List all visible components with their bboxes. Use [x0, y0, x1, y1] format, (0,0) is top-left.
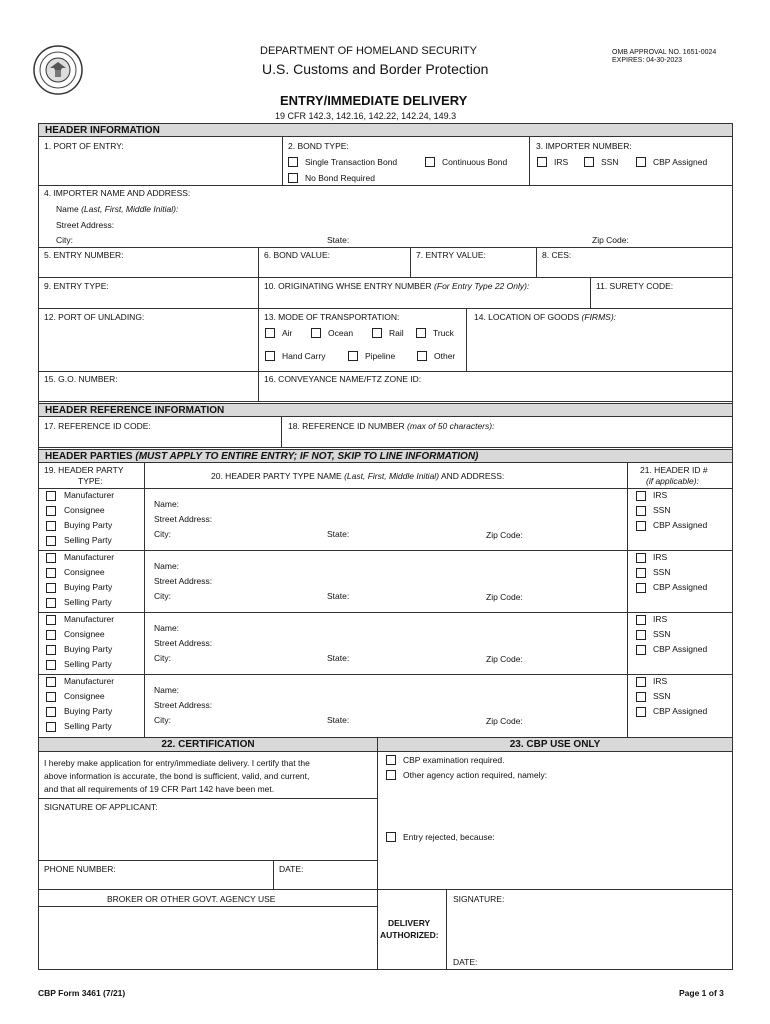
- importer-ssn-checkbox[interactable]: [584, 157, 594, 167]
- bond-continuous-checkbox[interactable]: [425, 157, 435, 167]
- party-id-label: IRS: [653, 490, 668, 500]
- importer-cbp-label: CBP Assigned: [653, 157, 708, 167]
- party-city-label: City:: [154, 653, 171, 663]
- party-id-label: CBP Assigned: [653, 706, 708, 716]
- party-id-label: SSN: [653, 567, 671, 577]
- mode-air-checkbox[interactable]: [265, 328, 275, 338]
- party-state-label: State:: [327, 653, 350, 663]
- parties-band: HEADER PARTIES (MUST APPLY TO ENTIRE ENTRY; IF NOT, SKIP TO LINE INFORMATION): [38, 449, 733, 463]
- reference-number-label: 18. REFERENCE ID NUMBER (max of 50 characters):: [288, 421, 495, 431]
- certification-band: 22. CERTIFICATION: [38, 737, 378, 752]
- mode-hand-checkbox[interactable]: [265, 351, 275, 361]
- party-name-label: Name:: [154, 499, 180, 509]
- mode-rail-checkbox[interactable]: [372, 328, 382, 338]
- dhs-seal-icon: [32, 44, 84, 96]
- entry-value-label: 7. ENTRY VALUE:: [416, 250, 486, 260]
- party-name-label: Name:: [154, 561, 180, 571]
- mode-pipeline-label: Pipeline: [365, 351, 396, 361]
- party-0-type-3-checkbox[interactable]: [46, 536, 56, 546]
- party-2-id-2-checkbox[interactable]: [636, 645, 646, 655]
- party-type-label: Manufacturer: [64, 490, 115, 500]
- party-1-type-2-checkbox[interactable]: [46, 583, 56, 593]
- party-type-label: Selling Party: [64, 535, 112, 545]
- party-name-label: Name:: [154, 685, 180, 695]
- party-1-id-2-checkbox[interactable]: [636, 583, 646, 593]
- other-agency-checkbox[interactable]: [386, 770, 396, 780]
- orig-whse-label: 10. ORIGINATING WHSE ENTRY NUMBER (For Entry Type 22 Only):: [264, 281, 530, 291]
- party-2-type-0-checkbox[interactable]: [46, 615, 56, 625]
- conveyance-label: 16. CONVEYANCE NAME/FTZ ZONE ID:: [264, 374, 422, 384]
- entry-rejected-label: Entry rejected, because:: [403, 832, 495, 842]
- mode-other-checkbox[interactable]: [417, 351, 427, 361]
- party-2-type-2-checkbox[interactable]: [46, 645, 56, 655]
- mode-truck-checkbox[interactable]: [416, 328, 426, 338]
- delivery-authorized-b: AUTHORIZED:: [380, 930, 439, 940]
- party-2-type-3-checkbox[interactable]: [46, 660, 56, 670]
- party-2-type-1-checkbox[interactable]: [46, 630, 56, 640]
- importer-irs-checkbox[interactable]: [537, 157, 547, 167]
- party-zip-label: Zip Code:: [486, 530, 523, 540]
- importer-ssn-label: SSN: [601, 157, 619, 167]
- col21-header-b: (if applicable):: [646, 476, 699, 486]
- col21-header-a: 21. HEADER ID #: [640, 465, 708, 475]
- party-id-label: SSN: [653, 629, 671, 639]
- mode-label: 13. MODE OF TRANSPORTATION:: [264, 312, 400, 322]
- party-1-id-1-checkbox[interactable]: [636, 568, 646, 578]
- importer-state-label: State:: [327, 235, 350, 245]
- form-title: ENTRY/IMMEDIATE DELIVERY: [280, 93, 468, 108]
- party-id-label: CBP Assigned: [653, 644, 708, 654]
- party-type-label: Selling Party: [64, 659, 112, 669]
- party-1-type-1-checkbox[interactable]: [46, 568, 56, 578]
- port-of-entry-label: 1. PORT OF ENTRY:: [44, 141, 124, 151]
- form-frame: [38, 123, 733, 970]
- broker-label: BROKER OR OTHER GOVT. AGENCY USE: [107, 894, 276, 904]
- party-0-id-2-checkbox[interactable]: [636, 521, 646, 531]
- importer-city-label: City:: [56, 235, 73, 245]
- cert-text-1: I hereby make application for entry/immediate delivery. I certify that the: [44, 758, 310, 768]
- cert-date-label: DATE:: [279, 864, 304, 874]
- agency: U.S. Customs and Border Protection: [262, 61, 489, 77]
- cbp-exam-checkbox[interactable]: [386, 755, 396, 765]
- party-type-label: Buying Party: [64, 706, 113, 716]
- party-3-type-0-checkbox[interactable]: [46, 677, 56, 687]
- other-agency-label: Other agency action required, namely:: [403, 770, 548, 780]
- reference-code-label: 17. REFERENCE ID CODE:: [44, 421, 151, 431]
- party-street-label: Street Address:: [154, 576, 213, 586]
- entry-number-label: 5. ENTRY NUMBER:: [44, 250, 124, 260]
- party-type-label: Selling Party: [64, 721, 112, 731]
- party-type-label: Consignee: [64, 505, 105, 515]
- party-0-type-1-checkbox[interactable]: [46, 506, 56, 516]
- party-3-type-2-checkbox[interactable]: [46, 707, 56, 717]
- department: DEPARTMENT OF HOMELAND SECURITY: [260, 45, 477, 57]
- bond-none-checkbox[interactable]: [288, 173, 298, 183]
- delivery-authorized-a: DELIVERY: [388, 918, 431, 928]
- party-zip-label: Zip Code:: [486, 592, 523, 602]
- importer-irs-label: IRS: [554, 157, 569, 167]
- phone-number-label: PHONE NUMBER:: [44, 864, 116, 874]
- party-type-label: Consignee: [64, 567, 105, 577]
- party-type-label: Manufacturer: [64, 614, 115, 624]
- party-street-label: Street Address:: [154, 514, 213, 524]
- importer-name-label: 4. IMPORTER NAME AND ADDRESS:: [44, 188, 191, 198]
- bond-value-label: 6. BOND VALUE:: [264, 250, 330, 260]
- party-id-label: IRS: [653, 614, 668, 624]
- importer-street-label: Street Address:: [56, 220, 115, 230]
- party-id-label: SSN: [653, 691, 671, 701]
- party-id-label: CBP Assigned: [653, 520, 708, 530]
- cbp-use-band: 23. CBP USE ONLY: [377, 737, 733, 752]
- party-1-type-3-checkbox[interactable]: [46, 598, 56, 608]
- party-zip-label: Zip Code:: [486, 654, 523, 664]
- entry-type-label: 9. ENTRY TYPE:: [44, 281, 109, 291]
- party-3-id-0-checkbox[interactable]: [636, 677, 646, 687]
- party-city-label: City:: [154, 591, 171, 601]
- importer-zip-label: Zip Code:: [592, 235, 629, 245]
- mode-other-label: Other: [434, 351, 456, 361]
- party-street-label: Street Address:: [154, 700, 213, 710]
- party-1-id-0-checkbox[interactable]: [636, 553, 646, 563]
- party-zip-label: Zip Code:: [486, 716, 523, 726]
- party-0-id-1-checkbox[interactable]: [636, 506, 646, 516]
- party-2-id-1-checkbox[interactable]: [636, 630, 646, 640]
- col20-header: 20. HEADER PARTY TYPE NAME (Last, First, Middle Initial) AND ADDRESS:: [211, 471, 505, 481]
- party-0-type-2-checkbox[interactable]: [46, 521, 56, 531]
- party-state-label: State:: [327, 715, 350, 725]
- cert-text-2: above information is accurate, the bond is sufficient, valid, and current,: [44, 771, 310, 781]
- mode-ocean-checkbox[interactable]: [311, 328, 321, 338]
- party-type-label: Selling Party: [64, 597, 112, 607]
- col19-header-a: 19. HEADER PARTY: [44, 465, 124, 475]
- form-number: CBP Form 3461 (7/21): [38, 988, 126, 998]
- party-type-label: Buying Party: [64, 644, 113, 654]
- cfr-reference: 19 CFR 142.3, 142.16, 142.22, 142.24, 149.3: [275, 111, 457, 121]
- party-1-type-0-checkbox[interactable]: [46, 553, 56, 563]
- location-goods-label: 14. LOCATION OF GOODS (FIRMS):: [474, 312, 617, 322]
- party-3-type-3-checkbox[interactable]: [46, 722, 56, 732]
- party-id-label: IRS: [653, 552, 668, 562]
- party-2-id-0-checkbox[interactable]: [636, 615, 646, 625]
- cbp-signature-label: SIGNATURE:: [453, 894, 505, 904]
- party-id-label: SSN: [653, 505, 671, 515]
- importer-name-line: Name (Last, First, Middle Initial):: [56, 204, 179, 214]
- bond-single-label: Single Transaction Bond: [305, 157, 398, 167]
- bond-single-checkbox[interactable]: [288, 157, 298, 167]
- mode-pipeline-checkbox[interactable]: [348, 351, 358, 361]
- party-3-id-2-checkbox[interactable]: [636, 707, 646, 717]
- party-id-label: IRS: [653, 676, 668, 686]
- party-type-label: Buying Party: [64, 582, 113, 592]
- party-0-type-0-checkbox[interactable]: [46, 491, 56, 501]
- ces-label: 8. CES:: [542, 250, 572, 260]
- cbp-exam-label: CBP examination required.: [403, 755, 505, 765]
- expires: EXPIRES: 04-30-2023: [612, 57, 683, 64]
- go-number-label: 15. G.O. NUMBER:: [44, 374, 118, 384]
- bond-type-label: 2. BOND TYPE:: [288, 141, 349, 151]
- party-state-label: State:: [327, 529, 350, 539]
- party-type-label: Buying Party: [64, 520, 113, 530]
- party-0-id-0-checkbox[interactable]: [636, 491, 646, 501]
- entry-rejected-checkbox[interactable]: [386, 832, 396, 842]
- page-number: Page 1 of 3: [679, 988, 724, 998]
- mode-air-label: Air: [282, 328, 293, 338]
- bond-none-label: No Bond Required: [305, 173, 375, 183]
- port-unlading-label: 12. PORT OF UNLADING:: [44, 312, 145, 322]
- party-city-label: City:: [154, 529, 171, 539]
- surety-code-label: 11. SURETY CODE:: [596, 281, 674, 291]
- mode-hand-label: Hand Carry: [282, 351, 326, 361]
- mode-truck-label: Truck: [433, 328, 454, 338]
- party-state-label: State:: [327, 591, 350, 601]
- mode-ocean-label: Ocean: [328, 328, 354, 338]
- cert-text-3: and that all requirements of 19 CFR Part 142 have been met.: [44, 784, 275, 794]
- reference-band: HEADER REFERENCE INFORMATION: [38, 403, 733, 417]
- col19-header-b: TYPE:: [78, 476, 103, 486]
- party-type-label: Consignee: [64, 629, 105, 639]
- omb-approval: OMB APPROVAL NO. 1651-0024: [612, 49, 717, 56]
- party-type-label: Manufacturer: [64, 552, 115, 562]
- party-3-type-1-checkbox[interactable]: [46, 692, 56, 702]
- party-type-label: Manufacturer: [64, 676, 115, 686]
- party-id-label: CBP Assigned: [653, 582, 708, 592]
- party-name-label: Name:: [154, 623, 180, 633]
- party-type-label: Consignee: [64, 691, 105, 701]
- bond-continuous-label: Continuous Bond: [442, 157, 508, 167]
- signature-applicant-label: SIGNATURE OF APPLICANT:: [44, 802, 158, 812]
- cbp-date-label: DATE:: [453, 957, 478, 967]
- header-information-band: HEADER INFORMATION: [38, 123, 733, 137]
- importer-cbp-checkbox[interactable]: [636, 157, 646, 167]
- party-street-label: Street Address:: [154, 638, 213, 648]
- mode-rail-label: Rail: [389, 328, 404, 338]
- party-city-label: City:: [154, 715, 171, 725]
- importer-number-label: 3. IMPORTER NUMBER:: [536, 141, 632, 151]
- party-3-id-1-checkbox[interactable]: [636, 692, 646, 702]
